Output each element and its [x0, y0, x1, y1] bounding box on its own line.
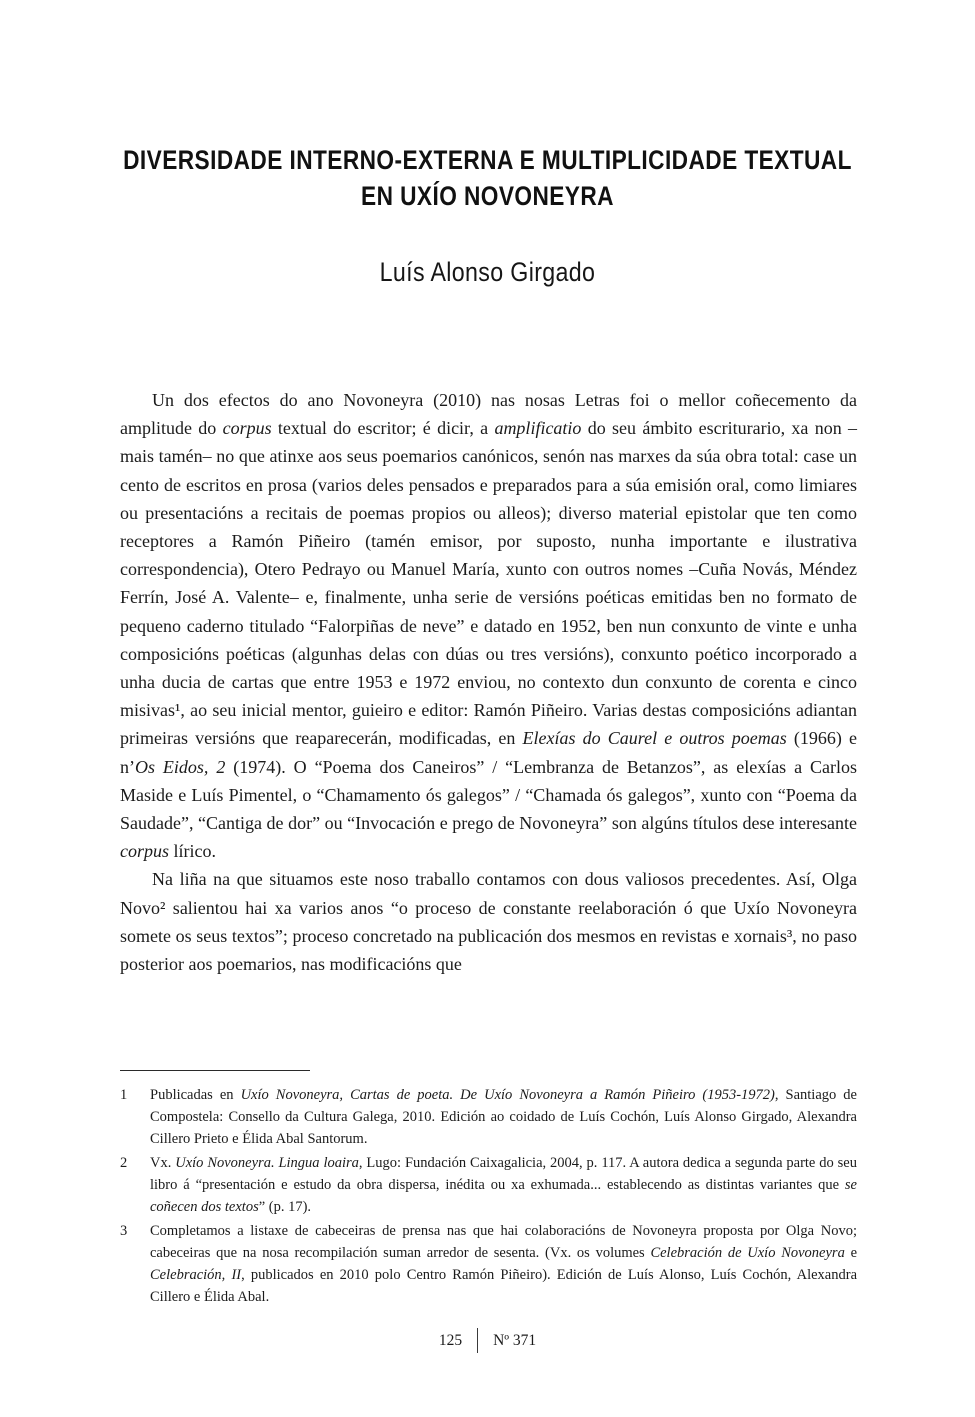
footnote-1 [120, 1084, 857, 1150]
text-segment: Publicadas en [150, 1087, 241, 1103]
text-segment: Completamos a listaxe de cabeceiras de prensa nas que hai colaboracións de Novoneyra proposta por Olga Novo; cabeceiras que na nosa recompilación suman arredor de sesenta. (Vx. os volumes [150, 1223, 857, 1261]
footnote-number: 2 [120, 1155, 128, 1171]
text-segment: Un dos efectos do ano Novoneyra (2010) nas nosas Letras foi o mellor coñecemento da amplitude do [120, 390, 857, 439]
text-segment: textual do escritor; é dicir, a [271, 418, 495, 439]
issue-number: Nº 371 [493, 1331, 537, 1349]
article-title-text [78, 142, 897, 214]
text-segment: se coñecen dos textos [150, 1177, 857, 1215]
text-segment: (1966) e n’ [120, 728, 857, 777]
text-segment: Celebración de Uxío Novoneyra [650, 1245, 845, 1261]
footnote-3 [120, 1220, 857, 1308]
text-segment: corpus [120, 841, 169, 862]
text-segment: Na liña na que situamos este noso traballo contamos con dous valiosos precedentes. Así, Olga Novo² salientou hai xa varios anos “o proceso de constante reelaboración ó que Uxío Novoneyra somete os seus textos”; proceso concretado na publicación dos mesmos en revistas e xornais³, no paso posterior aos poemarios, nas modificacións que [120, 869, 857, 975]
footnote-separator [120, 1070, 310, 1071]
article-body [120, 386, 857, 978]
text-segment: corpus [222, 418, 272, 439]
footnote-number: 3 [120, 1223, 128, 1239]
body-paragraph [120, 865, 857, 978]
footer-divider [477, 1328, 478, 1353]
page-number: 125 [438, 1331, 463, 1349]
footnote-text [150, 1220, 857, 1308]
text-segment: Elexías do Caurel e outros poemas [522, 728, 787, 749]
text-segment: Vx. [150, 1155, 176, 1171]
text-segment: (1974). O “Poema dos Caneiros” / “Lembranza de Betanzos”, as elexías a Carlos Maside e Luís Pimentel, o “Chamamento ós galegos” / “Chamada ós galegos”, xunto con “Poema da Saudade”, “Cantiga de dor” ou “Invocación e prego de Novoneyra” son algúns títulos dese interesante [120, 756, 858, 834]
title-line-1: DIVERSIDADE INTERNO-EXTERNA E MULTIPLICIDADE TEXTUAL [123, 145, 852, 175]
footnote-text [150, 1084, 857, 1150]
text-segment: e [844, 1245, 858, 1261]
footnote-text [150, 1152, 857, 1218]
text-segment: amplificatio [494, 418, 582, 439]
text-segment: lírico. [169, 841, 216, 862]
text-segment: Os Eidos, 2 [135, 756, 226, 777]
text-segment: Celebración, II [150, 1267, 242, 1283]
title-line-2: EN UXÍO NOVONEYRA [361, 181, 614, 211]
text-segment: Uxío Novoneyra. Lingua loaira [175, 1155, 359, 1171]
article-author [0, 256, 975, 288]
text-segment: , Lugo: Fundación Caixagalicia, 2004, p. 117. A autora dedica a segunda parte do seu libro á “presentación e estudo da obra dispersa, inédita ou xa exhumada... establecendo as distintas variantes que [150, 1155, 857, 1193]
text-segment: ” (p. 17). [258, 1199, 312, 1215]
footnote-number: 1 [120, 1087, 128, 1103]
footnotes-section [120, 1070, 857, 1310]
body-paragraph [120, 386, 857, 865]
text-segment: do seu ámbito escriturario, xa non –mais tamén– no que atinxe aos seus poemarios canónicos, senón nas marxes da súa obra total: case un cento de escritos en prosa (varios deles pensados e preparados para a súa emisión oral, como limiares ou presentacións a recitais de poemas propios ou alleos); diverso material epistolar que ten como receptores a Ramón Piñeiro (tamén emisor, por suposto, nunha importante e ilustrativa correspondencia), Otero Pedrayo ou Manuel María, xunto con outros nomes –Cuña Novás, Méndez Ferrín, José A. Valente– e, finalmente, unha serie de versións poéticas emitidas ben no formato de pequeno caderno titulado “Falorpiñas de neve” e datado en 1952, ben nun conxunto de vinte e unha composicións poéticas (algunhas delas con dúas ou tres versións), conxunto poético incorporado a unha ducia de cartas que entre 1953 e 1972 enviou, no contexto dun conxunto de corenta e cinco misivas¹, ao seu inicial mentor, guieiro e editor: Ramón Piñeiro. Varias destas composicións adiantan primeiras versións que reaparecerán, modificadas, en [120, 418, 858, 749]
text-segment: Uxío Novoneyra, Cartas de poeta. De Uxío Novoneyra a Ramón Piñeiro (1953-1972) [240, 1087, 775, 1103]
text-segment: , Santiago de Compostela: Consello da Cultura Galega, 2010. Edición ao coidado de Luís Cochón, Luís Alonso Girgado, Alexandra Cillero Prieto e Élida Abal Santorum. [150, 1087, 857, 1147]
author-name: Luís Alonso Girgado [379, 257, 596, 287]
footnote-2 [120, 1152, 857, 1218]
text-segment: , publicados en 2010 polo Centro Ramón Piñeiro). Edición de Luís Alonso, Luís Cochón, Alexandra Cillero e Élida Abal. [150, 1267, 857, 1305]
page-footer [0, 1328, 975, 1353]
article-title [0, 142, 975, 214]
